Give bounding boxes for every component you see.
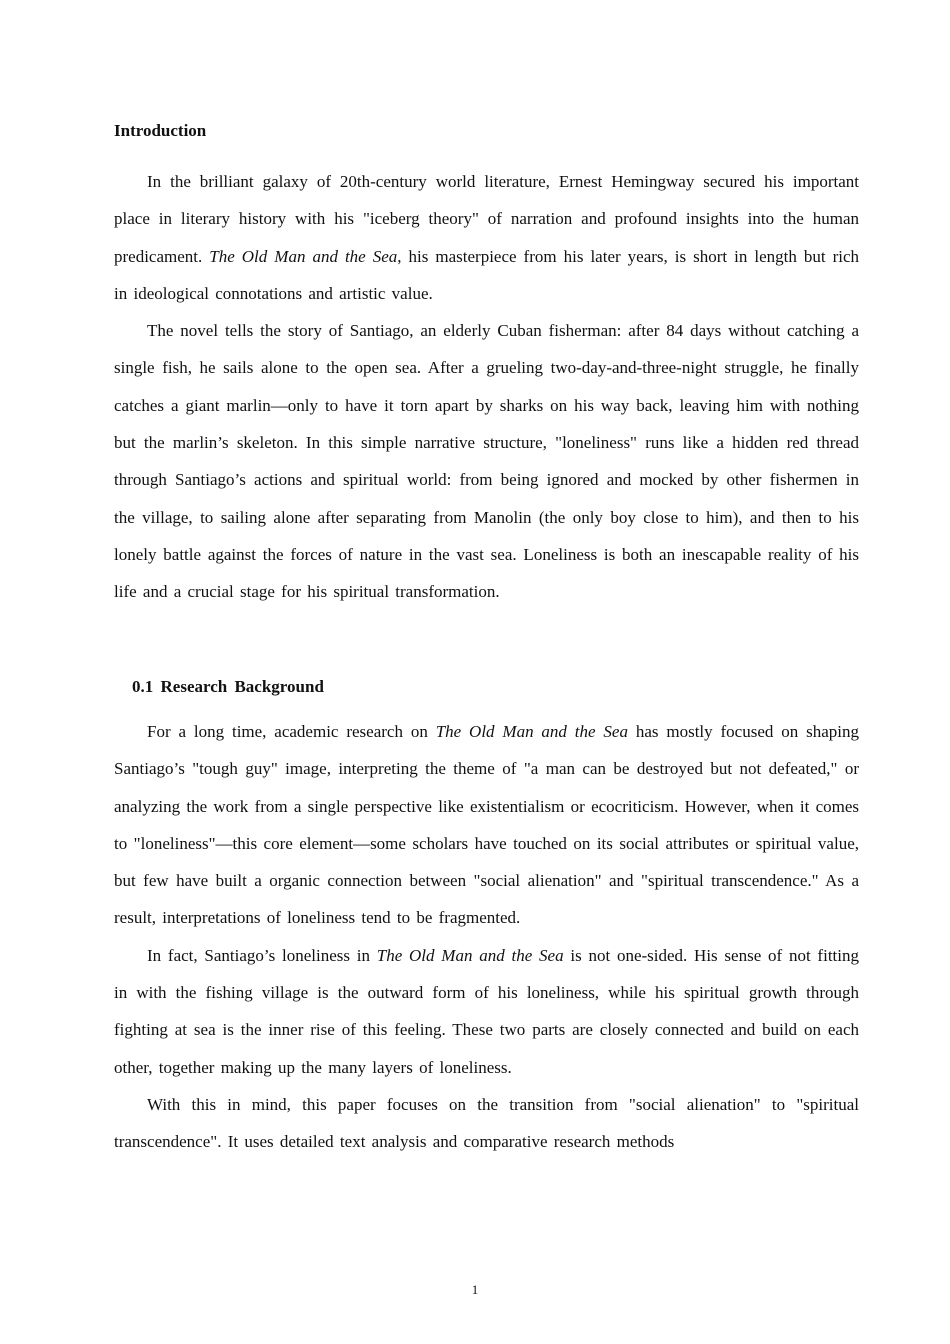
paragraph-text: has mostly focused on shaping Santiago’s "tough guy" image, interpreting the theme of "a man can be destroyed but not defeated," or analyzing the work from a single perspective like existentialism or ecocriticism. However, when it comes to "loneliness"—this core element—some scholars have touched on its social attributes or spiritual value, but few have built a organic connection between "social alienation" and "spiritual transcendence." As a result, interpretations of loneliness tend to be fragmented. xyxy=(114,722,859,928)
paragraph xyxy=(114,163,859,312)
paragraph xyxy=(114,937,859,1086)
paragraph-text: is not one-sided. His sense of not fitting in with the fishing village is the outward form of his loneliness, while his spiritual growth through fighting at sea is the inner rise of this feeling. These two parts are closely connected and build on each other, together making up the many layers of loneliness. xyxy=(114,945,859,1077)
paragraph-text: , his masterpiece from his later years, is short in length but rich in ideological connotations and artistic value. xyxy=(114,246,860,303)
paragraph-text: The novel tells the story of Santiago, an elderly Cuban fisherman: after 84 days without catching a single fish, he sails alone to the open sea. After a grueling two-day-and-three-night struggle, he finally catches a giant marlin—only to have it torn apart by sharks on his way back, leaving him with nothing but the marlin’s skeleton. In this simple narrative structure, "loneliness" runs like a hidden red thread through Santiago’s actions and spiritual world: from being ignored and mocked by other fishermen in the village, to sailing alone after separating from Manolin (the only boy close to him), and then to his lonely battle against the forces of nature in the vast sea. Loneliness is both an inescapable reality of his life and a crucial stage for his spiritual transformation. xyxy=(114,321,859,602)
paragraph-text: For a long time, academic research on xyxy=(147,722,436,741)
paragraph xyxy=(114,312,859,610)
introduction-body xyxy=(114,163,859,611)
italic-title: The Old Man and the Sea xyxy=(435,722,628,741)
research-background-body xyxy=(114,713,859,1161)
page-number: 1 xyxy=(471,1282,479,1297)
paragraph xyxy=(114,713,859,937)
paragraph xyxy=(114,1086,859,1161)
paragraph-text: In the brilliant galaxy of 20th-century world literature, Ernest Hemingway secured his important place in literary history with his "iceberg theory" of narration and profound insights into the human predicament. xyxy=(114,172,859,266)
italic-title: The Old Man and the Sea xyxy=(209,246,398,266)
section-heading: Introduction xyxy=(114,121,207,140)
paragraph-text: With this in mind, this paper focuses on the transition from "social alienation" to "spiritual transcendence". It uses detailed text analysis and comparative research methods xyxy=(114,1094,859,1152)
paragraph-text: In fact, Santiago’s loneliness in xyxy=(147,945,377,965)
italic-title: The Old Man and the Sea xyxy=(376,945,564,965)
subsection-heading: 0.1 Research Background xyxy=(132,677,324,696)
